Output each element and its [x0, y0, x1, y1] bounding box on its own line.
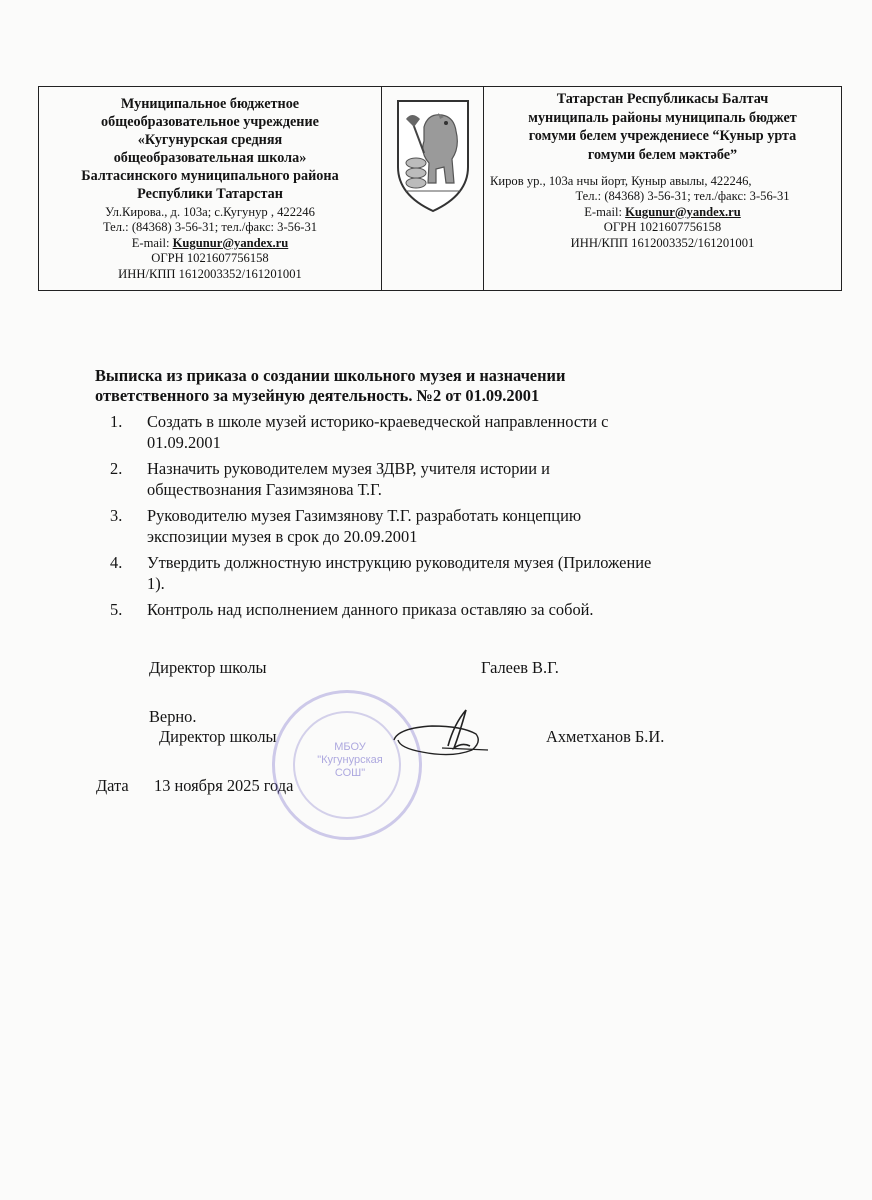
title-line-2: ответственного за музейную деятельность. №2 от 01.09.2001 [95, 386, 540, 405]
inn-tt: ИНН/КПП 1612003352/161201001 [570, 235, 755, 250]
item-line-2: экспозиции музея в срок до 20.09.2001 [147, 527, 418, 546]
letterhead [38, 86, 842, 291]
phone-ru: Тел.: (84368) 3-56-31; тел./факс: 3-56-31 [102, 220, 318, 235]
inn-ru: ИНН/КПП 1612003352/161201001 [118, 266, 302, 281]
org-name-ru-3: «Кугунурская средняя [137, 132, 283, 148]
item-line-2: 1). [147, 574, 165, 593]
director-name: Галеев В.Г. [481, 658, 559, 677]
director-label: Директор школы [149, 658, 267, 677]
phone-tt: Тел.: (84368) 3-56-31; тел./факс: 3-56-31 [575, 189, 790, 204]
org-name-tt-2: муниципаль районы муниципаль бюджет [528, 109, 797, 126]
org-name-tt-4: гомуми белем мәктәбе” [587, 146, 738, 163]
email-label: E-mail: [131, 235, 173, 250]
list-item [110, 505, 790, 547]
item-line-1: Контроль над исполнением данного приказа оставляю за собой. [147, 600, 594, 619]
email-link[interactable]: Kugunur@yandex.ru [625, 204, 741, 219]
ogrn-tt: ОГРН 1021607756158 [603, 220, 722, 235]
address-tt: Киров ур., 103а нчы йорт, Куныр авылы, 422246, [490, 174, 752, 188]
letterhead-tatar [484, 87, 841, 290]
org-name-ru-1: Муниципальное бюджетное [120, 96, 300, 112]
item-number: 5. [110, 600, 123, 619]
verno-label: Верно. [149, 707, 197, 726]
ogrn-ru: ОГРН 1021607756158 [151, 251, 269, 266]
date-label: Дата [96, 776, 129, 795]
email-link[interactable]: Kugunur@yandex.ru [172, 235, 289, 250]
item-number: 3. [110, 506, 123, 525]
letterhead-russian [39, 87, 382, 290]
email-ru [39, 236, 381, 251]
item-number: 1. [110, 412, 123, 431]
org-name-tt-3: гомуми белем учреждениесе “Куныр урта [528, 128, 797, 144]
item-line-1: Создать в школе музей историко-краеведческой направленности с [147, 412, 609, 431]
stamp-line-1: МБОУ [334, 741, 366, 753]
emblem-cell [382, 87, 484, 290]
list-item [110, 552, 790, 594]
document-title [95, 366, 735, 406]
address-ru: Ул.Кирова., д. 103а; с.Кугунур , 422246 [105, 205, 315, 219]
order-items [110, 411, 790, 625]
director2-name: Ахметханов Б.И. [546, 727, 665, 746]
item-line-1: Назначить руководителем музея ЗДВР, учителя истории и [147, 459, 550, 478]
org-name-ru-5: Балтасинского муниципального района [81, 168, 339, 184]
director2-label: Директор школы [159, 727, 277, 746]
item-line-2: 01.09.2001 [147, 433, 221, 452]
list-item [110, 411, 790, 453]
item-number: 4. [110, 553, 123, 572]
item-number: 2. [110, 459, 123, 478]
org-name-ru-2: общеобразовательное учреждение [101, 114, 319, 130]
stamp-line-2: "Кугунурская [317, 754, 383, 766]
email-tt [484, 205, 841, 220]
item-line-1: Утвердить должностную инструкцию руководителя музея (Приложение [147, 553, 652, 572]
signature-mark [392, 706, 492, 758]
org-name-ru-6: Республики Татарстан [137, 186, 283, 202]
stamp-line-3: СОШ" [334, 767, 366, 779]
email-label: E-mail: [584, 204, 626, 219]
list-item [110, 599, 790, 620]
stamp-text [315, 741, 385, 780]
item-line-2: обществознания Газимзянова Т.Г. [147, 480, 382, 499]
item-line-1: Руководителю музея Газимзянову Т.Г. разработать концепцию [147, 506, 582, 525]
org-name-tt-1: Татарстан Республикасы Балтач [556, 91, 769, 107]
org-name-ru-4: общеобразовательная школа» [113, 150, 307, 166]
date-value: 13 ноября 2025 года [154, 776, 294, 795]
coat-of-arms-icon [394, 97, 472, 215]
list-item [110, 458, 790, 500]
title-line-1: Выписка из приказа о создании школьного музея и назначении [95, 366, 566, 385]
